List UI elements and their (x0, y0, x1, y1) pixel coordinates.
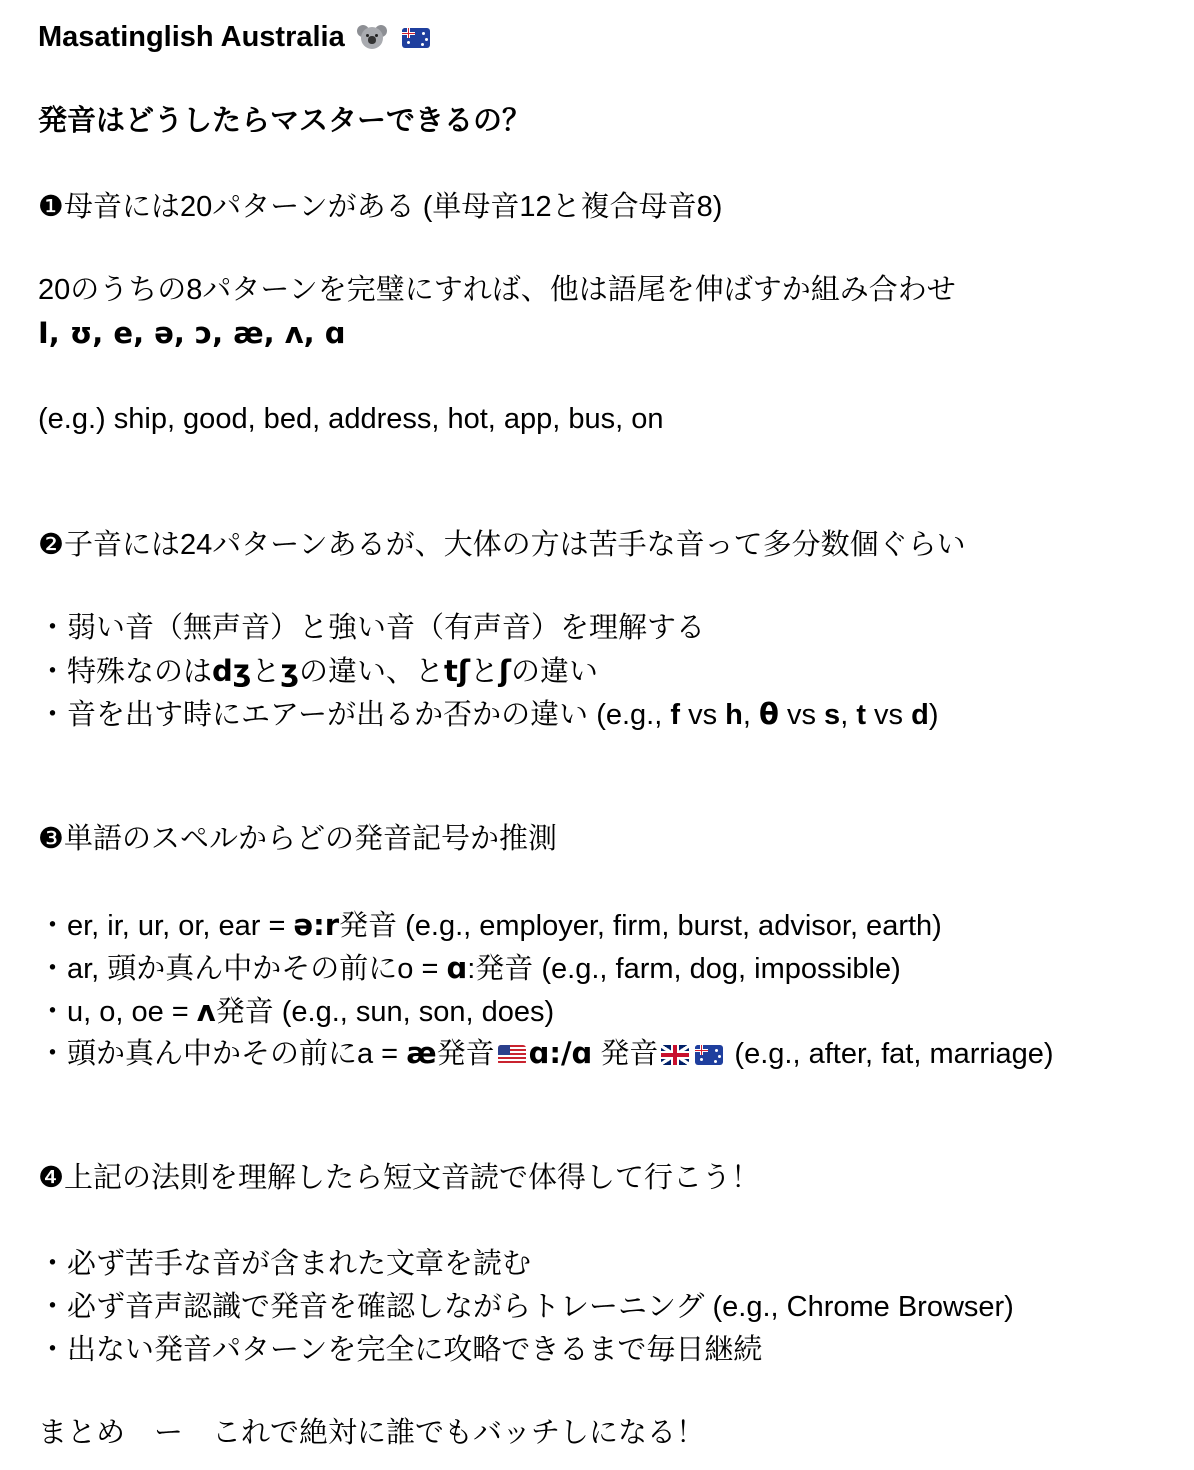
section4-title: ❹上記の法則を理解したら短文音読で体得して行こう！ (38, 1162, 760, 1194)
section4-bullet1: ・必ず苦手な音が含まれた文章を読む (38, 1248, 532, 1280)
section2-title: ❷子音には24パターンあるが、大体の方は苦手な音って多分数個ぐらい (38, 529, 966, 561)
section3-rule3: ・u, o, oe = ʌ発音 (e.g., sun, son, does) (38, 994, 555, 1028)
usa-flag-icon (498, 1045, 526, 1065)
vowel-example: (e.g.) ship, good, bed, address, hot, app, bus, on (38, 403, 664, 435)
koala-icon (357, 24, 387, 50)
section3-rule1: ・er, ir, ur, or, ear = ə:r発音 (e.g., employer, firm, burst, advisor, earth) (38, 908, 942, 942)
section4-bullet2: ・必ず音声認識で発音を確認しながらトレーニング (e.g., Chrome Browser) (38, 1291, 1014, 1323)
section1-text: 20のうちの8パターンを完璧にすれば、他は語尾を伸ばすか組み合わせ (38, 274, 956, 306)
section3-rule4: ・頭か真ん中かその前にa = æ発音 ɑ:/ɑ 発音 (e.g., after, fat, marriage) (38, 1036, 1054, 1070)
section4-bullet3: ・出ない発音パターンを完全に攻略できるまで毎日継続 (38, 1334, 763, 1366)
summary: まとめ ー これで絶対に誰でもバッチしになる！ (38, 1417, 706, 1449)
section3-title: ❸単語のスペルからどの発音記号か推測 (38, 823, 557, 855)
section2-bullet1: ・弱い音（無声音）と強い音（有声音）を理解する (38, 612, 706, 644)
vowel-ipa-list: I, ʊ, e, ə, ɔ, æ, ʌ, ɑ (38, 316, 346, 350)
main-heading: 発音はどうしたらマスターできるの？ (38, 105, 532, 137)
australia-flag-icon (695, 1045, 723, 1065)
section2-bullet2: ・特殊なのはdʒとʒの違い、とtʃとʃの違い (38, 654, 598, 688)
section2-bullet3: ・音を出す時にエアーが出るか否かの違い (e.g., f vs h, θ vs s, t vs d) (38, 697, 939, 731)
title-text: Masatinglish Australia (38, 21, 345, 53)
section3-rule2: ・ar, 頭か真ん中かその前にo = ɑ:発音 (e.g., farm, dog, impossible) (38, 951, 901, 985)
uk-flag-icon (661, 1045, 689, 1065)
australia-flag-icon (402, 28, 430, 48)
document-title (38, 16, 433, 59)
section1-title: ❶母音には20パターンがある (単母音12と複合母音8) (38, 191, 723, 223)
